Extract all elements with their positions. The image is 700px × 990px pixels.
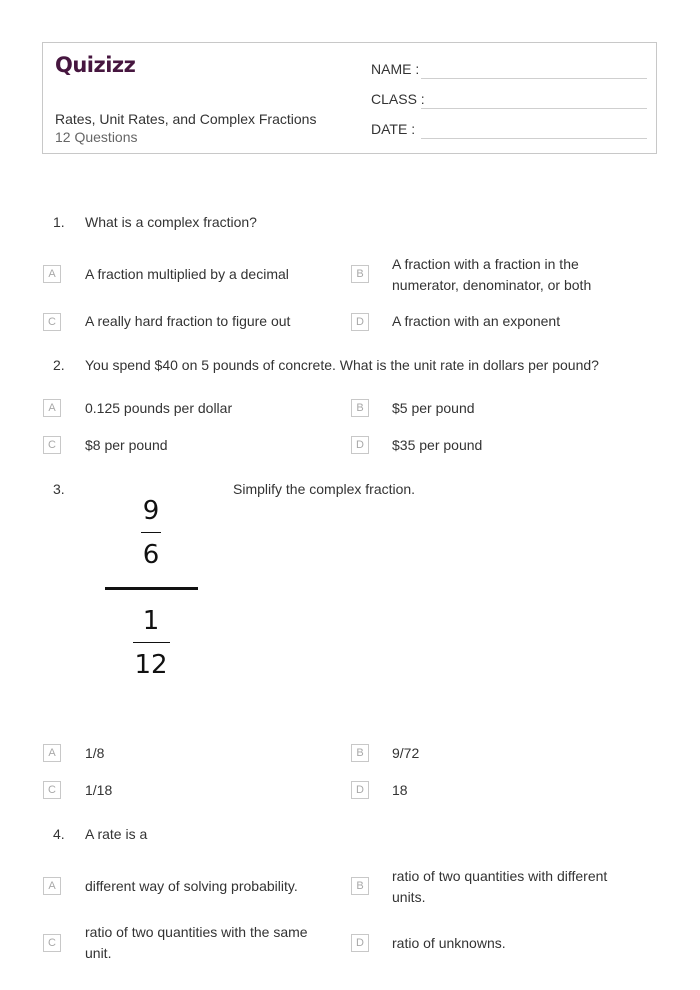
answer-option[interactable]: A fraction with a fraction in the numerator, denominator, or both: [392, 256, 592, 293]
answer-option[interactable]: $35 per pound: [392, 437, 483, 453]
option-letter: B: [351, 877, 369, 895]
class-field[interactable]: [421, 108, 647, 109]
option-letter: C: [43, 436, 61, 454]
option-letter: A: [43, 744, 61, 762]
question-number: 3.: [53, 481, 65, 497]
class-label: CLASS :: [371, 91, 425, 107]
answer-option[interactable]: 18: [392, 782, 408, 798]
bottom-denominator: 12: [134, 650, 168, 680]
main-fraction-bar: [105, 587, 198, 590]
answer-option[interactable]: ratio of unknowns.: [392, 935, 506, 951]
worksheet-header: [42, 42, 657, 154]
worksheet-title: Rates, Unit Rates, and Complex Fractions: [55, 111, 317, 127]
option-letter: A: [43, 399, 61, 417]
inner-fraction-bar: [133, 642, 170, 643]
name-label: NAME :: [371, 61, 420, 77]
question-text: What is a complex fraction?: [85, 214, 257, 230]
question-number: 1.: [53, 214, 65, 230]
quizizz-logo: Quizizz: [55, 53, 136, 77]
question-text: A rate is a: [85, 826, 148, 842]
option-letter: C: [43, 934, 61, 952]
option-letter: D: [351, 436, 369, 454]
answer-option[interactable]: A fraction multiplied by a decimal: [85, 266, 289, 282]
answer-option[interactable]: 1/18: [85, 782, 113, 798]
inner-fraction-bar: [141, 532, 161, 533]
name-field[interactable]: [421, 78, 647, 79]
answer-option[interactable]: $8 per pound: [85, 437, 168, 453]
answer-option[interactable]: A fraction with an exponent: [392, 313, 561, 329]
answer-option[interactable]: ratio of two quantities with different units.: [392, 868, 608, 905]
date-label: DATE :: [371, 121, 416, 137]
option-letter: B: [351, 399, 369, 417]
option-letter: A: [43, 265, 61, 283]
option-letter: C: [43, 781, 61, 799]
option-letter: B: [351, 744, 369, 762]
option-letter: D: [351, 781, 369, 799]
answer-option[interactable]: A really hard fraction to figure out: [85, 313, 291, 329]
date-field[interactable]: [421, 138, 647, 139]
option-letter: A: [43, 877, 61, 895]
answer-option[interactable]: 9/72: [392, 745, 420, 761]
question-text: You spend $40 on 5 pounds of concrete. What is the unit rate in dollars per pound?: [85, 357, 599, 373]
question-number: 4.: [53, 826, 65, 842]
answer-option[interactable]: 1/8: [85, 745, 105, 761]
answer-option[interactable]: 0.125 pounds per dollar: [85, 400, 233, 416]
question-count: 12 Questions: [55, 129, 138, 145]
option-letter: D: [351, 934, 369, 952]
option-letter: C: [43, 313, 61, 331]
option-letter: B: [351, 265, 369, 283]
answer-option[interactable]: $5 per pound: [392, 400, 475, 416]
bottom-numerator: 1: [142, 606, 160, 636]
question-text: Simplify the complex fraction.: [233, 481, 416, 497]
option-letter: D: [351, 313, 369, 331]
answer-option[interactable]: different way of solving probability.: [85, 878, 298, 894]
top-denominator: 6: [142, 540, 160, 570]
top-numerator: 9: [142, 496, 160, 526]
question-number: 2.: [53, 357, 65, 373]
answer-option[interactable]: ratio of two quantities with the same unit.: [85, 924, 308, 961]
